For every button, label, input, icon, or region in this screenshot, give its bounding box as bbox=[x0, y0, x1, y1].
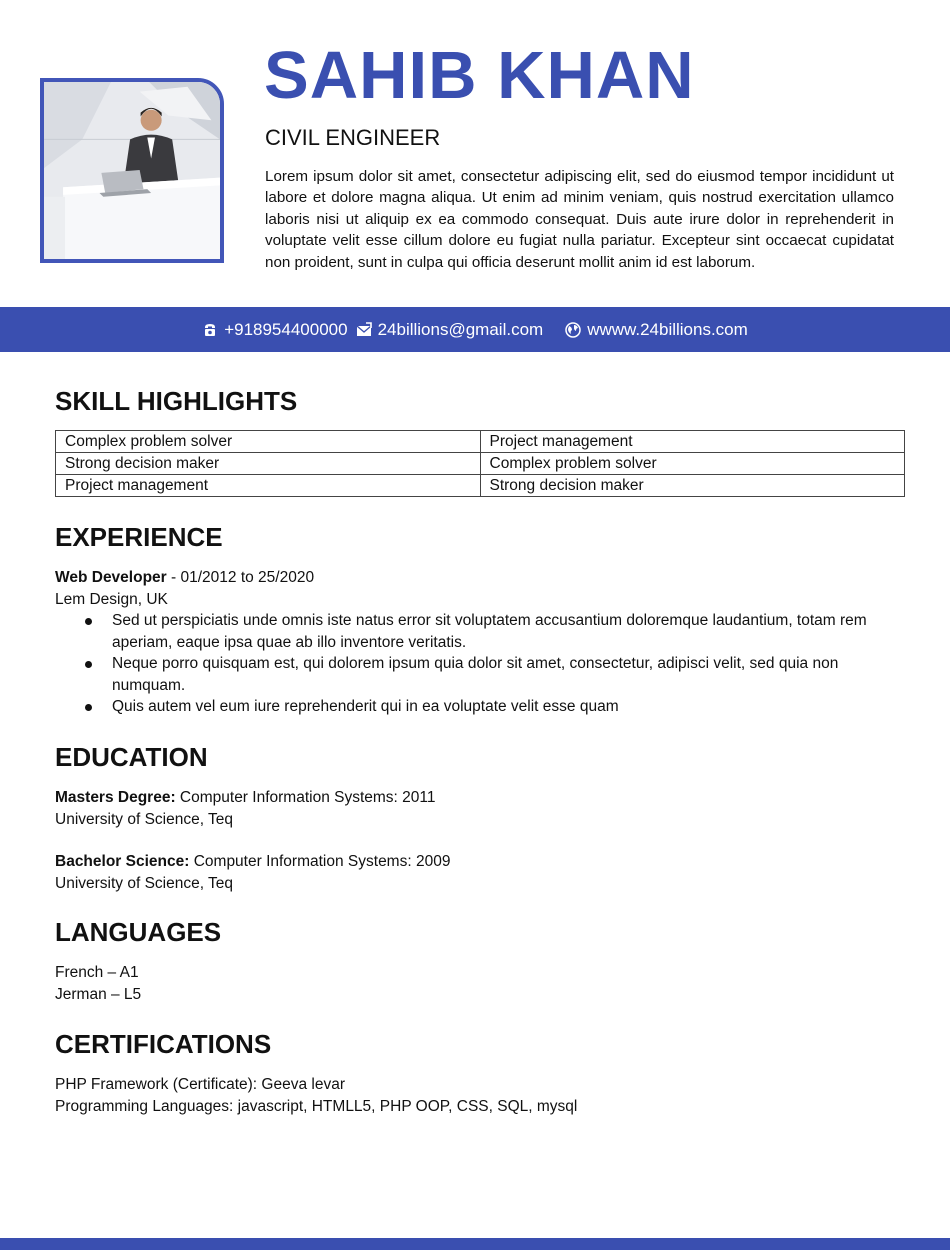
company-name: Lem Design, UK bbox=[55, 590, 168, 608]
skills-table bbox=[55, 430, 905, 497]
skill-cell: Strong decision maker bbox=[480, 475, 905, 497]
contact-bar bbox=[0, 307, 950, 352]
certification-item: Programming Languages: javascript, HTMLL5, PHP OOP, CSS, SQL, mysql bbox=[55, 1097, 578, 1115]
table-row bbox=[56, 453, 905, 475]
skills-heading: SKILL HIGHLIGHTS bbox=[55, 386, 298, 416]
experience-entry bbox=[55, 567, 915, 718]
degree-field: Computer Information Systems: 2009 bbox=[189, 853, 451, 870]
degree-line bbox=[55, 787, 436, 809]
skill-cell: Project management bbox=[56, 475, 481, 497]
skill-cell: Complex problem solver bbox=[56, 431, 481, 453]
certification-item: PHP Framework (Certificate): Geeva levar bbox=[55, 1076, 345, 1093]
skill-cell: Project management bbox=[480, 431, 905, 453]
languages-list bbox=[55, 962, 141, 1005]
phone-number: +918954400000 bbox=[224, 319, 348, 339]
languages-heading: LANGUAGES bbox=[55, 917, 222, 947]
email-icon bbox=[356, 322, 372, 338]
job-line bbox=[55, 567, 915, 589]
skill-cell: Strong decision maker bbox=[56, 453, 481, 475]
table-row bbox=[56, 475, 905, 497]
school-name: University of Science, Teq bbox=[55, 810, 234, 828]
skill-cell: Complex problem solver bbox=[480, 453, 905, 475]
language-item: French – A1 bbox=[55, 964, 139, 981]
list-item: Quis autem vel eum iure reprehenderit qui in ea voluptate velit esse quam bbox=[112, 696, 915, 718]
contact-phone[interactable] bbox=[202, 320, 347, 340]
education-entry bbox=[55, 851, 450, 894]
profile-photo bbox=[40, 78, 224, 263]
school-name: University of Science, Teq bbox=[55, 874, 234, 892]
job-role: CIVIL ENGINEER bbox=[265, 125, 441, 150]
contact-website[interactable] bbox=[565, 320, 748, 340]
globe-icon bbox=[565, 322, 581, 338]
profile-summary: Lorem ipsum dolor sit amet, consectetur adipiscing elit, sed do eiusmod tempor incididunt ut labore et dolore magna aliqua. Ut enim ad minim veniam, quis nostrud exercitation ullamco laboris nisi ut aliquip ex ea commodo consequat. Duis aute irure dolor in reprehenderit in voluptate velit esse cillum dolore eu fugiat nulla pariatur. Excepteur sint occaecat cupidatat non proident, sunt in culpa qui officia deserunt mollit anim id est laborum. bbox=[265, 168, 894, 271]
list-item: Neque porro quisquam est, qui dolorem ipsum quia dolor sit amet, consectetur, adipisci velit, sed quia non numquam. bbox=[112, 653, 915, 696]
candidate-name: SAHIB KHAN bbox=[264, 38, 695, 113]
website-url: wwww.24billions.com bbox=[587, 319, 748, 339]
certifications-list bbox=[55, 1074, 577, 1117]
experience-heading: EXPERIENCE bbox=[55, 522, 223, 552]
phone-icon bbox=[202, 322, 218, 338]
job-dates: - 01/2012 to 25/2020 bbox=[166, 569, 315, 586]
contact-email[interactable] bbox=[356, 320, 544, 340]
email-address: 24billions@gmail.com bbox=[377, 319, 544, 339]
job-title: Web Developer bbox=[55, 569, 167, 586]
list-item: Sed ut perspiciatis unde omnis iste natus error sit voluptatem accusantium doloremque laudantium, totam rem aperiam, eaque ipsa quae ab illo inventore veritatis. bbox=[112, 610, 915, 653]
education-entry bbox=[55, 787, 436, 830]
language-item: Jerman – L5 bbox=[55, 985, 142, 1003]
experience-bullets bbox=[55, 610, 915, 718]
education-heading: EDUCATION bbox=[55, 742, 208, 772]
table-row bbox=[56, 431, 905, 453]
certifications-heading: CERTIFICATIONS bbox=[55, 1029, 272, 1059]
degree-name: Bachelor Science: bbox=[55, 853, 190, 870]
degree-name: Masters Degree: bbox=[55, 789, 176, 806]
degree-line bbox=[55, 851, 450, 873]
footer-bar bbox=[0, 1238, 950, 1250]
degree-field: Computer Information Systems: 2011 bbox=[175, 789, 436, 806]
